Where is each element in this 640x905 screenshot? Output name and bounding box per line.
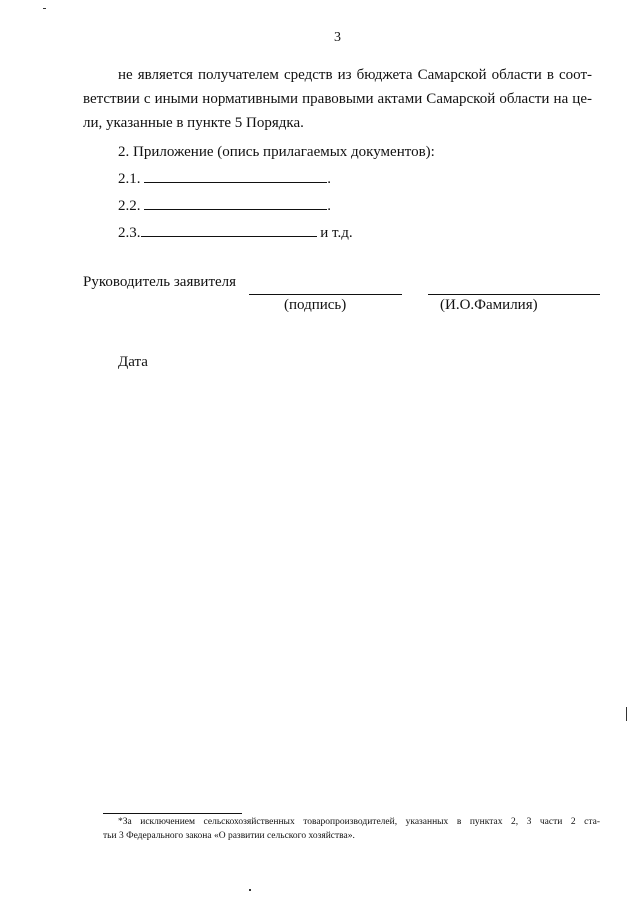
appendix-heading: 2. Приложение (опись прилагаемых документов): xyxy=(118,144,435,160)
footnote-divider xyxy=(103,813,242,814)
signature-line xyxy=(249,294,402,295)
paragraph-line: ветствии с иными нормативными правовыми актами Самарской области на це- xyxy=(83,91,592,107)
paragraph-line: ли, указанные в пункте 5 Порядка. xyxy=(83,115,304,131)
name-caption: (И.О.Фамилия) xyxy=(440,297,538,313)
blank-line xyxy=(144,168,327,183)
appendix-item xyxy=(118,167,331,191)
appendix-item-number: 2.3. xyxy=(118,225,141,241)
page-number: 3 xyxy=(334,30,341,45)
footnote-line: тьи 3 Федерального закона «О развитии сельского хозяйства». xyxy=(103,831,355,841)
scan-speck xyxy=(43,8,46,9)
appendix-item xyxy=(118,194,331,218)
signatory-title: Руководитель заявителя xyxy=(83,274,237,290)
paragraph-line: не является получателем средств из бюджета Самарской области в соот- xyxy=(118,67,592,83)
name-line xyxy=(428,294,600,295)
appendix-item-suffix: и т.д. xyxy=(316,225,353,241)
appendix-item-number: 2.1. xyxy=(118,171,141,187)
appendix-item xyxy=(118,221,353,245)
signature-caption: (подпись) xyxy=(284,297,347,313)
date-label: Дата xyxy=(118,354,148,370)
scan-speck xyxy=(249,889,251,891)
appendix-item-number: 2.2. xyxy=(118,198,141,214)
blank-line xyxy=(141,222,317,237)
footnote-line: *За исключением сельскохозяйственных товаропроизводителей, указанных в пунктах 2, 3 части 2 ста- xyxy=(118,817,600,827)
appendix-item-suffix: . xyxy=(327,171,331,187)
blank-line xyxy=(144,195,327,210)
appendix-item-suffix: . xyxy=(327,198,331,214)
scan-mark xyxy=(626,707,627,721)
